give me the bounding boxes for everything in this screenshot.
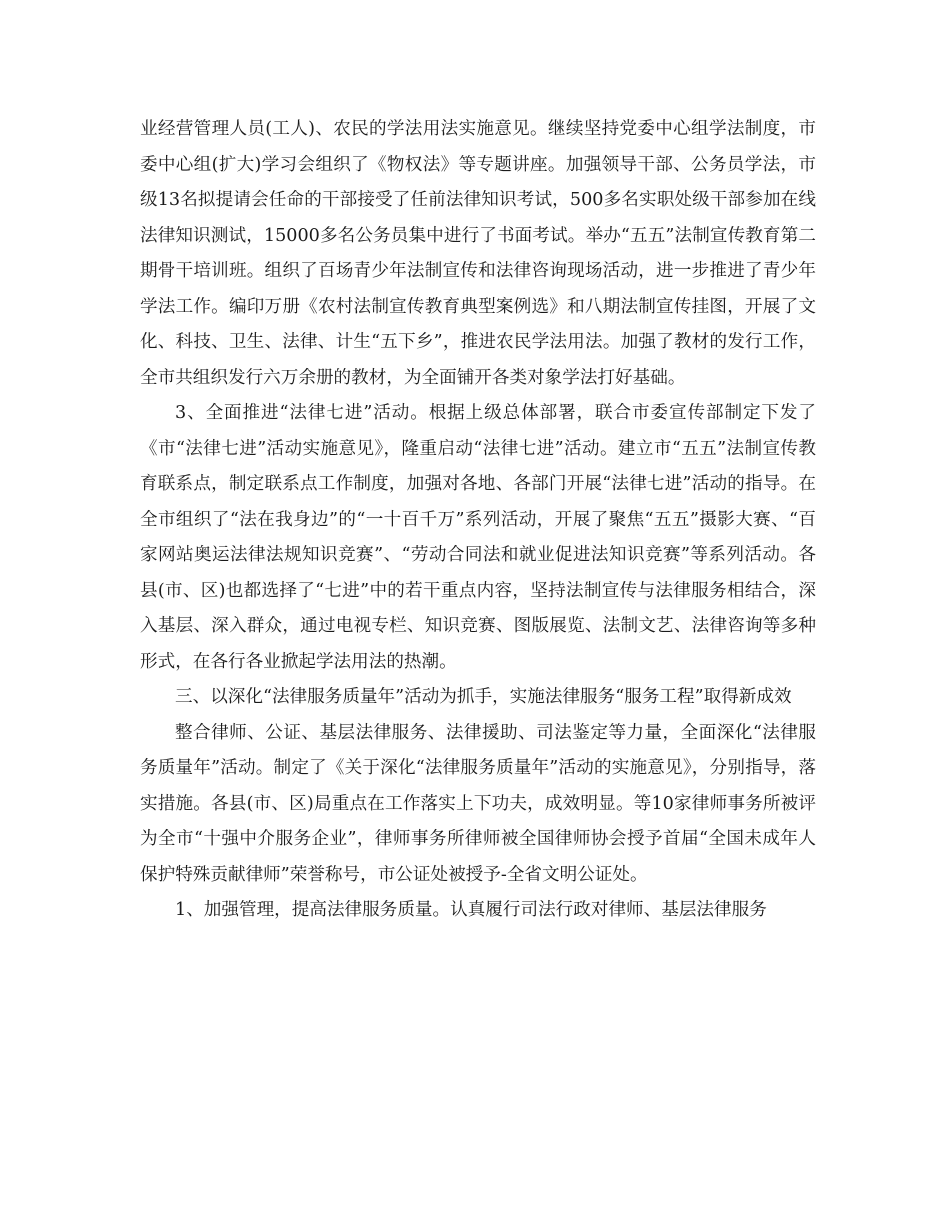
body-text [140, 112, 816, 929]
paragraph-4: 整合律师、公证、基层法律服务、法律援助、司法鉴定等力量，全面深化“法律服务质量年”活动。制定了《关于深化“法律服务质量年”活动的实施意见》，分别指导，落实措施。各县(市、区)局重点在工作落实上下功夫，成效明显。等10家律师事务所被评为全市“十强中介服务企业”，律师事务所律师被全国律师协会授予首届“全国未成年人保护特殊贡献律师”荣誉称号，市公证处被授予-全省文明公证处。 [140, 722, 816, 885]
paragraph-5: 1、加强管理，提高法律服务质量。认真履行司法行政对律师、基层法律服务 [175, 900, 767, 920]
section-heading-3: 三、以深化“法律服务质量年”活动为抓手，实施法律服务“服务工程”取得新成效 [175, 687, 792, 707]
paragraph-1: 业经营管理人员(工人)、农民的学法用法实施意见。继续坚持党委中心组学法制度，市委中心组(扩大)学习会组织了《物权法》等专题讲座。加强领导干部、公务员学法，市级13名拟提请会任命的干部接受了任前法律知识考试，500多名实职处级干部参加在线法律知识测试，15000多名公务员集中进行了书面考试。举办“五五”法制宣传教育第二期骨干培训班。组织了百场青少年法制宣传和法律咨询现场活动，进一步推进了青少年学法工作。编印万册《农村法制宣传教育典型案例选》和八期法制宣传挂图，开展了文化、科技、卫生、法律、计生“五下乡”，推进农民学法用法。加强了教材的发行工作，全市共组织发行六万余册的教材，为全面铺开各类对象学法打好基础。 [140, 119, 816, 388]
paragraph-2: 3、全面推进“法律七进”活动。根据上级总体部署，联合市委宣传部制定下发了《市“法律七进”活动实施意见》，隆重启动“法律七进”活动。建立市“五五”法制宣传教育联系点，制定联系点工作制度，加强对各地、各部门开展“法律七进”活动的指导。在全市组织了“法在我身边”的“一十百千万”系列活动，开展了聚焦“五五”摄影大赛、“百家网站奥运法律法规知识竞赛”、“劳动合同法和就业促进法知识竞赛”等系列活动。各县(市、区)也都选择了“七进”中的若干重点内容，坚持法制宣传与法律服务相结合，深入基层、深入群众，通过电视专栏、知识竞赛、图版展览、法制文艺、法律咨询等多种形式，在各行各业掀起学法用法的热潮。 [140, 403, 816, 672]
